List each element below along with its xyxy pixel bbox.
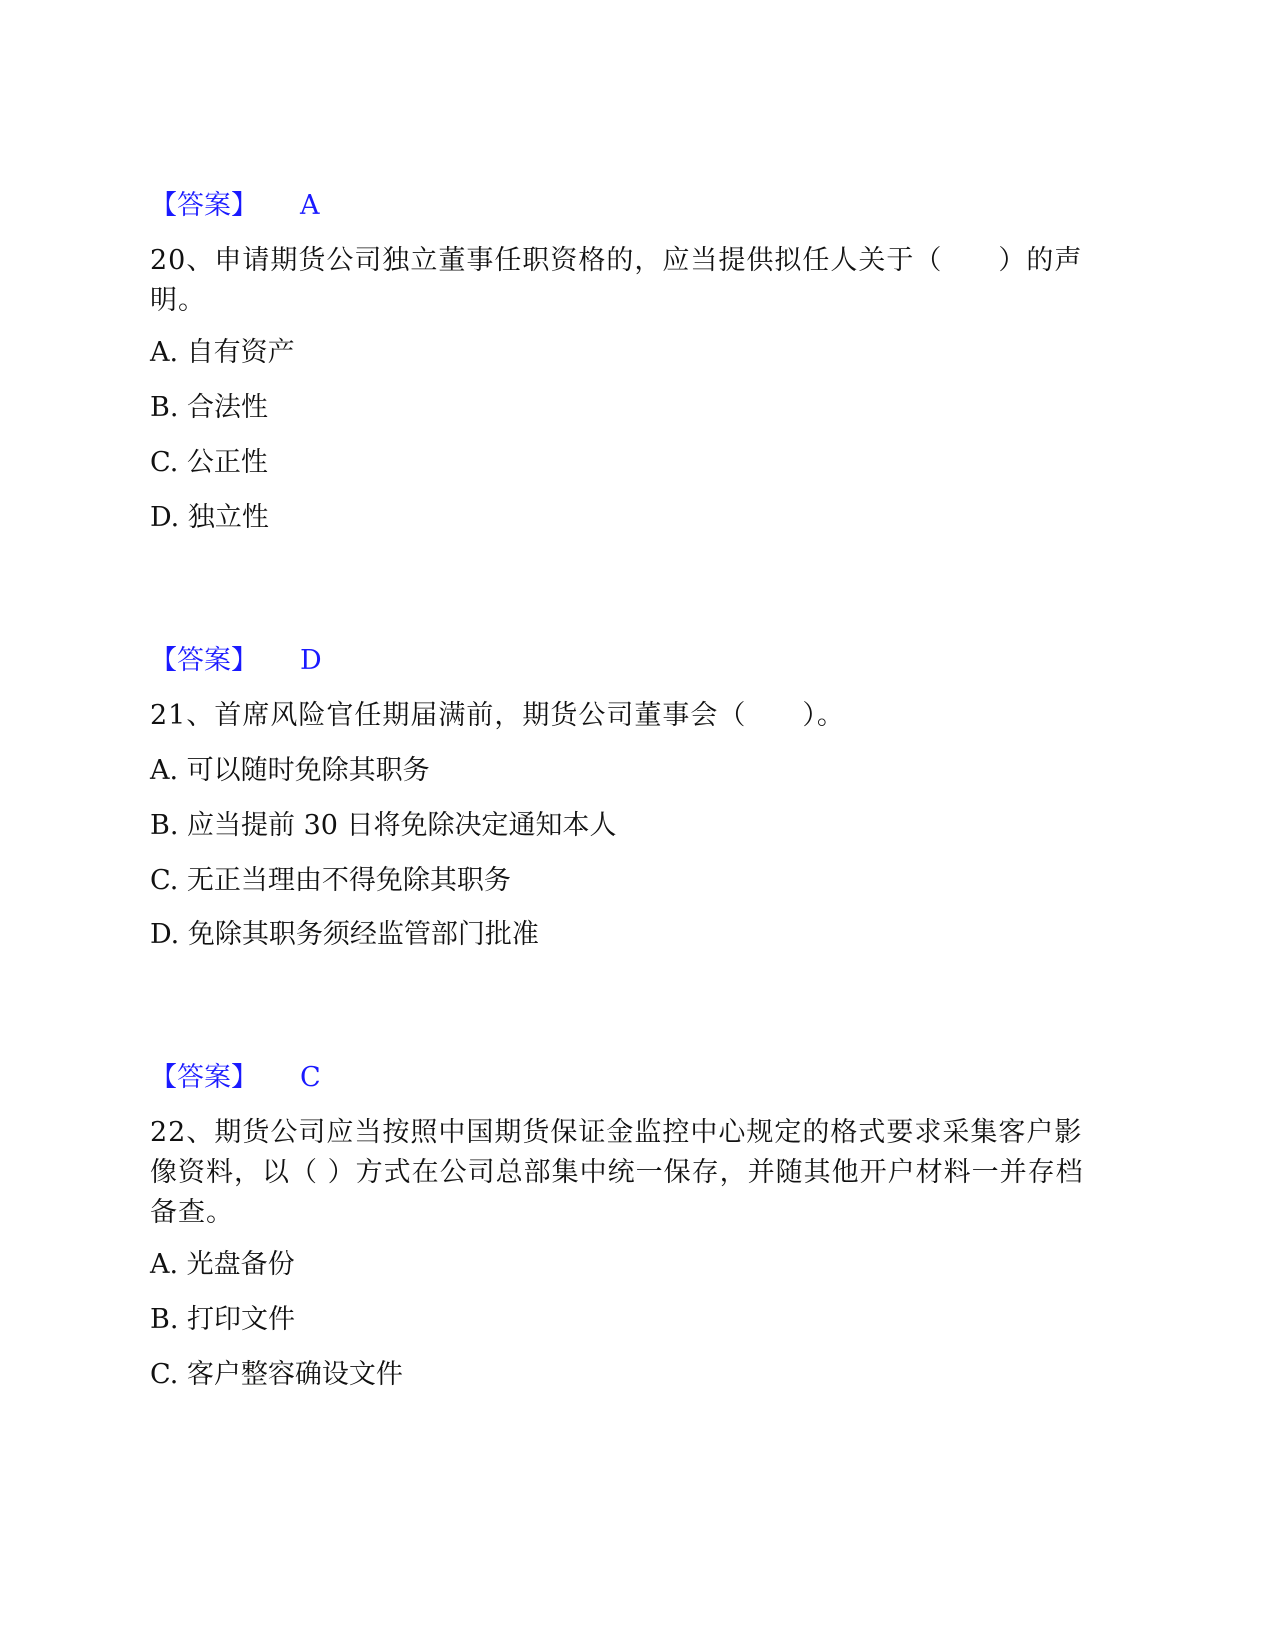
question-21-option-a: A. 可以随时免除其职务 <box>150 755 430 786</box>
question-21-option-b: B. 应当提前 30 日将免除决定通知本人 <box>150 810 617 841</box>
answer-label: 【答案】 <box>150 645 258 676</box>
answer-value: A <box>300 190 320 221</box>
question-20-option-d: D. 独立性 <box>150 502 269 533</box>
question-22-option-b: B. 打印文件 <box>150 1304 296 1335</box>
question-21-option-c: C. 无正当理由不得免除其职务 <box>150 865 511 896</box>
question-20-option-c: C. 公正性 <box>150 447 268 478</box>
answer-value: C <box>300 1062 321 1093</box>
question-21-option-d: D. 免除其职务须经监管部门批准 <box>150 919 539 950</box>
answer-line-21 <box>150 1058 321 1098</box>
question-21-text: 21、首席风险官任期届满前，期货公司董事会（ ）。 <box>150 700 845 731</box>
question-20-option-a: A. 自有资产 <box>150 337 295 368</box>
answer-value: D <box>300 645 322 676</box>
question-22-option-a: A. 光盘备份 <box>150 1249 295 1280</box>
answer-line-19 <box>150 186 320 226</box>
answer-label: 【答案】 <box>150 1062 258 1093</box>
question-22-option-c: C. 客户整容确设文件 <box>150 1359 403 1390</box>
answer-line-20 <box>150 641 322 681</box>
question-22-text: 22、期货公司应当按照中国期货保证金监控中心规定的格式要求采集客户影像资料，以（ ）方式在公司总部集中统一保存，并随其他开户材料一并存档备查。 <box>150 1117 1084 1228</box>
question-20-option-b: B. 合法性 <box>150 392 269 423</box>
answer-label: 【答案】 <box>150 190 258 221</box>
question-20-text: 20、申请期货公司独立董事任职资格的，应当提供拟任人关于（ ）的声明。 <box>150 245 1083 316</box>
